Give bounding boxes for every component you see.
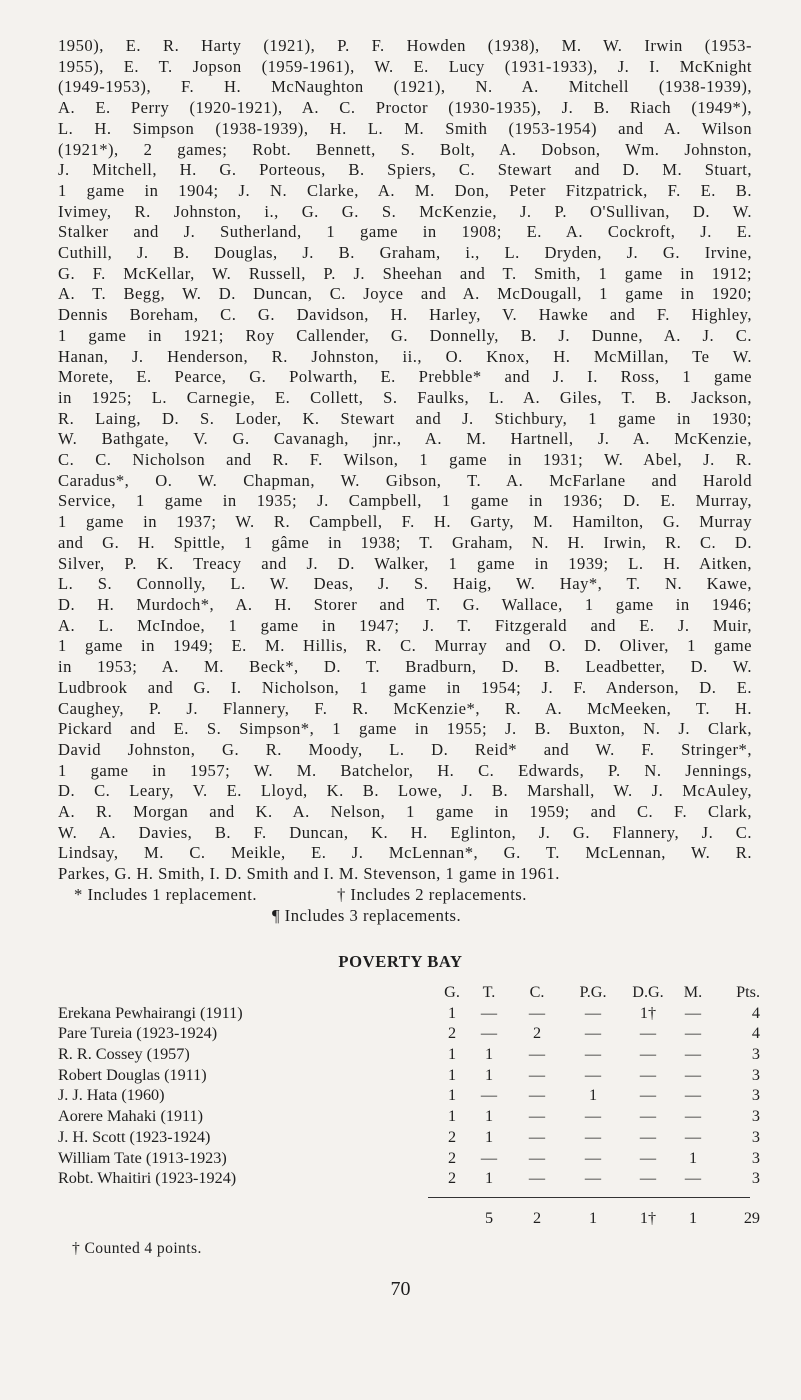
column-header: T. <box>482 983 496 1001</box>
text-line: 1 game in 1957; W. M. Batchelor, H. C. Edwards, P. N. Jennings, <box>58 760 752 780</box>
stat-cell: 2 <box>447 1127 457 1146</box>
stat-cell: 2 <box>532 1024 542 1043</box>
stat-cell: 3 <box>751 1086 760 1105</box>
text-line: Pickard and E. S. Simpson*, 1 game in 1955; J. B. Buxton, N. J. Clark, <box>58 719 752 739</box>
stat-cell: 2 <box>447 1169 457 1188</box>
text-line: Ludbrook and G. I. Nicholson, 1 game in 1954; J. F. Anderson, D. E. <box>58 677 752 697</box>
stat-cell: — <box>684 1045 702 1064</box>
stat-cell: — <box>528 1169 546 1188</box>
stat-cell: — <box>584 1065 602 1084</box>
totals-rule <box>428 1197 750 1198</box>
text-line: G. F. McKellar, W. Russell, P. J. Sheehan and T. Smith, 1 game in 1912; <box>58 263 752 283</box>
player-name: Pare Tureia (1923-1924) <box>58 1024 218 1043</box>
stat-cell: 1 <box>688 1148 698 1167</box>
text-line: L. H. Simpson (1938-1939), H. L. M. Smith (1953-1954) and A. Wilson <box>58 118 752 138</box>
stat-cell: — <box>528 1107 546 1126</box>
stat-cell: — <box>684 1024 702 1043</box>
stat-cell: 1 <box>447 1003 457 1022</box>
player-name: Robt. Whaitiri (1923-1924) <box>58 1169 237 1188</box>
stat-cell: — <box>639 1107 657 1126</box>
text-line: A. L. McIndoe, 1 game in 1947; J. T. Fitzgerald and E. J. Muir, <box>58 615 752 635</box>
total-cell: 1† <box>639 1209 657 1227</box>
text-line: Lindsay, M. C. Meikle, E. J. McLennan*, G. T. McLennan, W. R. <box>58 843 752 863</box>
stat-cell: 1 <box>447 1107 457 1126</box>
stat-cell: — <box>480 1024 498 1043</box>
stat-cell: — <box>584 1107 602 1126</box>
stat-cell: — <box>528 1003 546 1022</box>
column-header: G. <box>444 983 460 1001</box>
stat-cell: — <box>639 1148 657 1167</box>
text-line: 1 game in 1937; W. R. Campbell, F. H. Garty, M. Hamilton, G. Murray <box>58 512 752 532</box>
stat-cell: 2 <box>447 1148 457 1167</box>
stat-cell: 1 <box>484 1045 494 1064</box>
player-name: J. J. Hata (1960) <box>58 1086 165 1105</box>
player-name: Aorere Mahaki (1911) <box>58 1107 204 1126</box>
text-line: Hanan, J. Henderson, R. Johnston, ii., O. Knox, H. McMillan, Te W. <box>58 346 752 366</box>
text-line: Cuthill, J. B. Douglas, J. B. Graham, i., L. Dryden, J. G. Irvine, <box>58 243 752 263</box>
page-number: 70 <box>390 1278 411 1300</box>
table-row <box>58 1148 758 1169</box>
stat-cell: — <box>684 1169 702 1188</box>
stat-cell: — <box>528 1148 546 1167</box>
total-cell: 29 <box>743 1209 760 1227</box>
footnote-one-replacement: * Includes 1 replacement. <box>74 884 257 904</box>
total-cell: 1 <box>588 1209 598 1227</box>
stat-cell: 3 <box>751 1107 760 1126</box>
text-line: W. A. Davies, B. F. Duncan, K. H. Eglinton, J. G. Flannery, J. C. <box>58 822 752 842</box>
stat-cell: 1 <box>484 1127 494 1146</box>
stat-cell: 3 <box>751 1045 760 1064</box>
table-row <box>58 1065 758 1086</box>
text-line: A. E. Perry (1920-1921), A. C. Proctor (1930-1935), J. B. Riach (1949*), <box>58 98 752 118</box>
text-line: and G. H. Spittle, 1 gâme in 1938; T. Graham, N. H. Irwin, R. C. D. <box>58 532 752 552</box>
player-name: J. H. Scott (1923-1924) <box>58 1127 211 1146</box>
stat-cell: — <box>684 1086 702 1105</box>
text-line: D. C. Leary, V. E. Lloyd, K. B. Lowe, J. B. Marshall, W. J. McAuley, <box>58 781 752 801</box>
text-line: (1921*), 2 games; Robt. Bennett, S. Bolt, A. Dobson, Wm. Johnston, <box>58 139 752 159</box>
text-line: Stalker and J. Sutherland, 1 game in 1908; E. A. Cockroft, J. E. <box>58 222 752 242</box>
stat-cell: 3 <box>751 1169 760 1188</box>
table-row <box>58 1127 758 1148</box>
stat-cell: 1 <box>588 1086 598 1105</box>
totals-row-wrap <box>58 1208 758 1229</box>
text-line: Silver, P. K. Treacy and J. D. Walker, 1 game in 1939; L. H. Aitken, <box>58 553 752 573</box>
stat-cell: 1 <box>484 1107 494 1126</box>
stat-cell: — <box>584 1127 602 1146</box>
table-row <box>58 1085 758 1106</box>
stat-cell: 3 <box>751 1065 760 1084</box>
stat-cell: — <box>480 1148 498 1167</box>
text-line: Caughey, P. J. Flannery, F. R. McKenzie*, R. A. McMeeken, T. H. <box>58 698 752 718</box>
stat-cell: — <box>480 1086 498 1105</box>
replacement-footnotes <box>58 885 752 906</box>
totals-row <box>58 1208 758 1229</box>
footnote-two-replacements: † Includes 2 replacements. <box>336 884 527 904</box>
text-line: J. Mitchell, H. G. Porteous, B. Spiers, C. Stewart and D. M. Stuart, <box>58 160 752 180</box>
stat-cell: 3 <box>751 1127 760 1146</box>
stat-cell: 1 <box>447 1086 457 1105</box>
total-cell: 2 <box>532 1209 542 1227</box>
total-cell: 5 <box>484 1209 494 1227</box>
text-line: A. R. Morgan and K. A. Nelson, 1 game in 1959; and C. F. Clark, <box>58 802 752 822</box>
text-line: Parkes, G. H. Smith, I. D. Smith and I. M. Stevenson, 1 game in 1961. <box>58 864 560 884</box>
stat-cell: — <box>639 1086 657 1105</box>
text-line: Ivimey, R. Johnston, i., G. G. S. McKenzie, J. P. O'Sullivan, D. W. <box>58 201 752 221</box>
table-header-row <box>58 982 758 1003</box>
section-title: POVERTY BAY <box>338 952 463 971</box>
player-name: William Tate (1913-1923) <box>58 1148 227 1167</box>
stat-cell: 1 <box>484 1065 494 1084</box>
text-line: in 1953; A. M. Beck*, D. T. Bradburn, D. B. Leadbetter, D. W. <box>58 657 752 677</box>
stat-cell: — <box>639 1127 657 1146</box>
player-name: Robert Douglas (1911) <box>58 1065 207 1084</box>
stat-cell: — <box>684 1107 702 1126</box>
text-line: C. C. Nicholson and R. F. Wilson, 1 game in 1931; W. Abel, J. R. <box>58 450 752 470</box>
stat-cell: — <box>639 1045 657 1064</box>
stat-cell: — <box>528 1065 546 1084</box>
column-header: D.G. <box>632 983 664 1001</box>
stat-cell: — <box>584 1024 602 1043</box>
stat-cell: 1 <box>447 1065 457 1084</box>
table-row <box>58 1044 758 1065</box>
column-header: M. <box>683 983 703 1001</box>
stat-cell: 1 <box>447 1045 457 1064</box>
text-line: Dennis Boreham, C. G. Davidson, H. Harley, V. Hawke and F. Highley, <box>58 305 752 325</box>
stat-cell: — <box>480 1003 498 1022</box>
text-line: 1950), E. R. Harty (1921), P. F. Howden (1938), M. W. Irwin (1953- <box>58 36 752 55</box>
stat-cell: 1 <box>484 1169 494 1188</box>
stat-cell: — <box>528 1086 546 1105</box>
stat-cell: — <box>584 1169 602 1188</box>
player-name: Erekana Pewhairangi (1911) <box>58 1003 243 1022</box>
text-line: 1 game in 1904; J. N. Clarke, A. M. Don, Peter Fitzpatrick, F. E. B. <box>58 180 752 200</box>
text-line: W. Bathgate, V. G. Cavanagh, jnr., A. M. Hartnell, J. A. McKenzie, <box>58 429 752 449</box>
total-cell: 1 <box>688 1209 698 1227</box>
text-line: (1949-1953), F. H. McNaughton (1921), N. A. Mitchell (1938-1939), <box>58 77 752 97</box>
stat-cell: 3 <box>751 1148 760 1167</box>
table-row <box>58 1023 758 1044</box>
stat-cell: — <box>528 1045 546 1064</box>
stat-cell: — <box>639 1024 657 1043</box>
stat-cell: — <box>684 1003 702 1022</box>
text-line: 1 game in 1921; Roy Callender, G. Donnelly, B. J. Dunne, A. J. C. <box>58 325 752 345</box>
table-row <box>58 1168 758 1189</box>
stat-cell: 4 <box>751 1003 760 1022</box>
text-line: L. S. Connolly, L. W. Deas, J. S. Haig, W. Hay*, T. N. Kawe, <box>58 574 752 594</box>
table-row <box>58 1106 758 1127</box>
text-line: D. H. Murdoch*, A. H. Storer and T. G. Wallace, 1 game in 1946; <box>58 594 752 614</box>
text-line: A. T. Begg, W. D. Duncan, C. Joyce and A. McDougall, 1 game in 1920; <box>58 284 752 304</box>
text-line: 1 game in 1949; E. M. Hillis, R. C. Murray and O. D. Oliver, 1 game <box>58 636 752 656</box>
stat-cell: — <box>584 1148 602 1167</box>
player-name: R. R. Cossey (1957) <box>58 1045 190 1064</box>
stat-cell: — <box>639 1169 657 1188</box>
text-line: Caradus*, O. W. Chapman, W. Gibson, T. A. McFarlane and Harold <box>58 470 752 490</box>
stat-cell: 1† <box>639 1003 657 1022</box>
text-line: Morete, E. Pearce, G. Polwarth, E. Prebble* and J. I. Ross, 1 game <box>58 367 752 387</box>
text-line: Service, 1 game in 1935; J. Campbell, 1 game in 1936; D. E. Murray, <box>58 491 752 511</box>
stat-cell: — <box>584 1003 602 1022</box>
column-header: Pts. <box>736 983 760 1001</box>
stat-cell: — <box>639 1065 657 1084</box>
text-line: 1955), E. T. Jopson (1959-1961), W. E. Lucy (1931-1933), J. I. McKnight <box>58 56 752 76</box>
stat-cell: 4 <box>751 1024 760 1043</box>
stat-cell: 2 <box>447 1024 457 1043</box>
column-header: P.G. <box>579 983 607 1001</box>
stat-cell: — <box>684 1127 702 1146</box>
stat-cell: — <box>584 1045 602 1064</box>
poverty-bay-stats-table <box>58 982 758 1189</box>
footnote-three-replacements: ¶ Includes 3 replacements. <box>272 905 462 925</box>
player-list-text <box>58 36 752 926</box>
text-line: David Johnston, G. R. Moody, L. D. Reid* and W. F. Stringer*, <box>58 739 752 759</box>
column-header: C. <box>529 983 545 1001</box>
table-row <box>58 1003 758 1024</box>
bottom-footnote: † Counted 4 points. <box>72 1240 202 1257</box>
text-line: R. Laing, D. S. Loder, K. Stewart and J. Stichbury, 1 game in 1930; <box>58 408 752 428</box>
stat-cell: — <box>684 1065 702 1084</box>
text-line: in 1925; L. Carnegie, E. Collett, S. Faulks, L. A. Giles, T. B. Jackson, <box>58 387 752 407</box>
stat-cell: — <box>528 1127 546 1146</box>
